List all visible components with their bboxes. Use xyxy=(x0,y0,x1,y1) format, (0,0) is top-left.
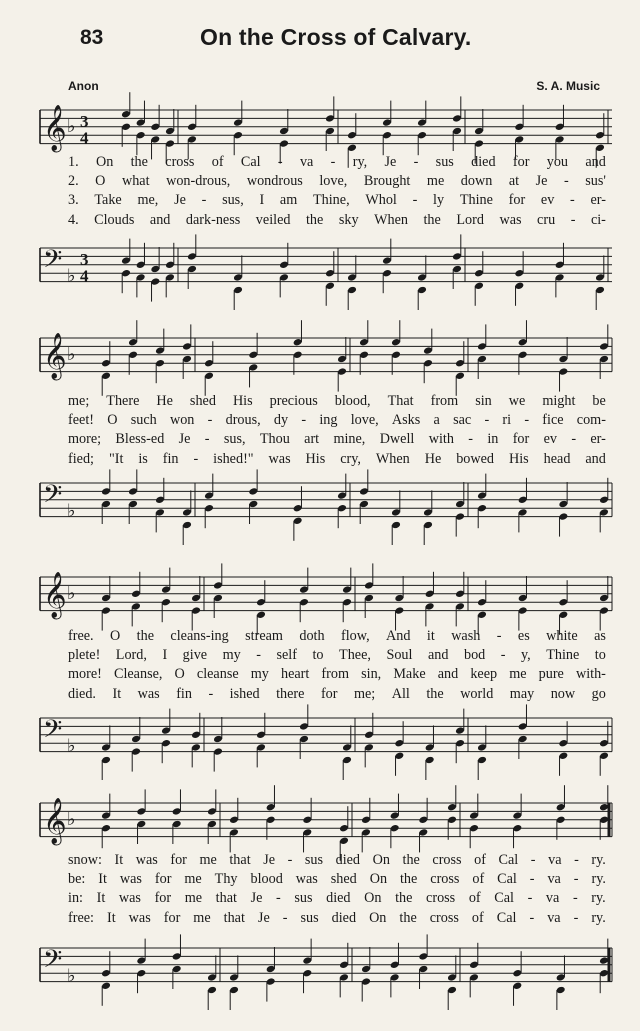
treble-clef-icon: 𝄞 xyxy=(43,798,67,844)
treble-clef-icon: 𝄞 xyxy=(43,572,67,618)
verse-line: in: It was for me that Je - sus died On the cross of Cal - va - ry. xyxy=(68,890,606,907)
verse-line: more! Cleanse, O cleanse my heart from sin, Make and keep me pure with- xyxy=(68,666,606,683)
flat-key-signature-icon: ♭ xyxy=(67,500,76,522)
verse-line: more; Bless-ed Je - sus, Thou art mine, Dwell with - in for ev - er- xyxy=(68,431,606,448)
verse-line: died. It was fin - ished there for me; All the world may now go xyxy=(68,685,606,702)
verse-line: plete! Lord, I give my - self to Thee, Soul and bod - y, Thine to xyxy=(68,647,606,664)
flat-key-signature-icon: ♭ xyxy=(67,965,76,987)
bass-clef-icon: 𝄢 xyxy=(43,245,63,280)
system-1-treble-staff xyxy=(0,102,640,152)
system-2-bass-staff xyxy=(0,475,640,525)
system-4-treble-staff xyxy=(0,795,640,845)
words-credit: Anon xyxy=(68,79,99,93)
system-3-treble-staff xyxy=(0,569,640,619)
verse-line: free. O the cleans-ing stream doth flow, And it wash - es white as xyxy=(68,628,606,644)
verse-line: 3. Take me, Je - sus, I am Thine, Whol - ly Thine for ev - er- xyxy=(68,192,606,209)
system-2-treble-staff xyxy=(0,330,640,380)
verse-line: feet! O such won - drous, dy - ing love, Asks a sac - ri - fice com- xyxy=(68,412,606,429)
system-3-bass-staff xyxy=(0,710,640,760)
time-signature-top: 3 xyxy=(80,249,89,269)
verse-line: 2. O what won-drous, wondrous love, Brought me down at Je - sus' xyxy=(68,173,606,190)
time-signature-bottom: 4 xyxy=(80,266,89,286)
treble-clef-icon: 𝄞 xyxy=(43,105,67,151)
music-credit: S. A. Music xyxy=(536,79,600,93)
system-3-lyrics xyxy=(68,627,606,704)
system-1-bass-staff xyxy=(0,240,640,290)
time-signature-bottom: 4 xyxy=(80,128,89,148)
verse-line: free: It was for me that Je - sus died On the cross of Cal - va - ry. xyxy=(68,909,606,926)
verse-line: be: It was for me Thy blood was shed On the cross of Cal - va - ry. xyxy=(68,871,606,888)
system-2-lyrics xyxy=(68,392,606,469)
bass-clef-icon: 𝄢 xyxy=(43,715,63,750)
verse-line: fied; "It is fin - ished!" was His cry, When He bowed His head and xyxy=(68,450,606,467)
verse-line: snow: It was for me that Je - sus died On the cross of Cal - va - ry. xyxy=(68,852,606,868)
verse-line: me; There He shed His precious blood, That from sin we might be xyxy=(68,393,606,409)
system-1-lyrics xyxy=(68,153,606,230)
flat-key-signature-icon: ♭ xyxy=(67,265,76,287)
hymn-number: 83 xyxy=(80,26,104,49)
flat-key-signature-icon: ♭ xyxy=(67,735,76,757)
bass-clef-icon: 𝄢 xyxy=(43,480,63,515)
flat-key-signature-icon: ♭ xyxy=(67,343,76,365)
flat-key-signature-icon: ♭ xyxy=(67,582,76,604)
verse-line: 4. Clouds and dark-ness veiled the sky When the Lord was cru - ci- xyxy=(68,211,606,228)
flat-key-signature-icon: ♭ xyxy=(67,808,76,830)
bass-clef-icon: 𝄢 xyxy=(43,945,63,980)
verse-line: 1. On the cross of Cal - va - ry, Je - sus died for you and xyxy=(68,154,606,170)
treble-clef-icon: 𝄞 xyxy=(43,333,67,379)
system-4-bass-staff xyxy=(0,940,640,990)
system-4-lyrics xyxy=(68,851,606,928)
hymn-title: On the Cross of Calvary. xyxy=(200,24,472,50)
flat-key-signature-icon: ♭ xyxy=(67,115,76,137)
time-signature-top: 3 xyxy=(80,111,89,131)
